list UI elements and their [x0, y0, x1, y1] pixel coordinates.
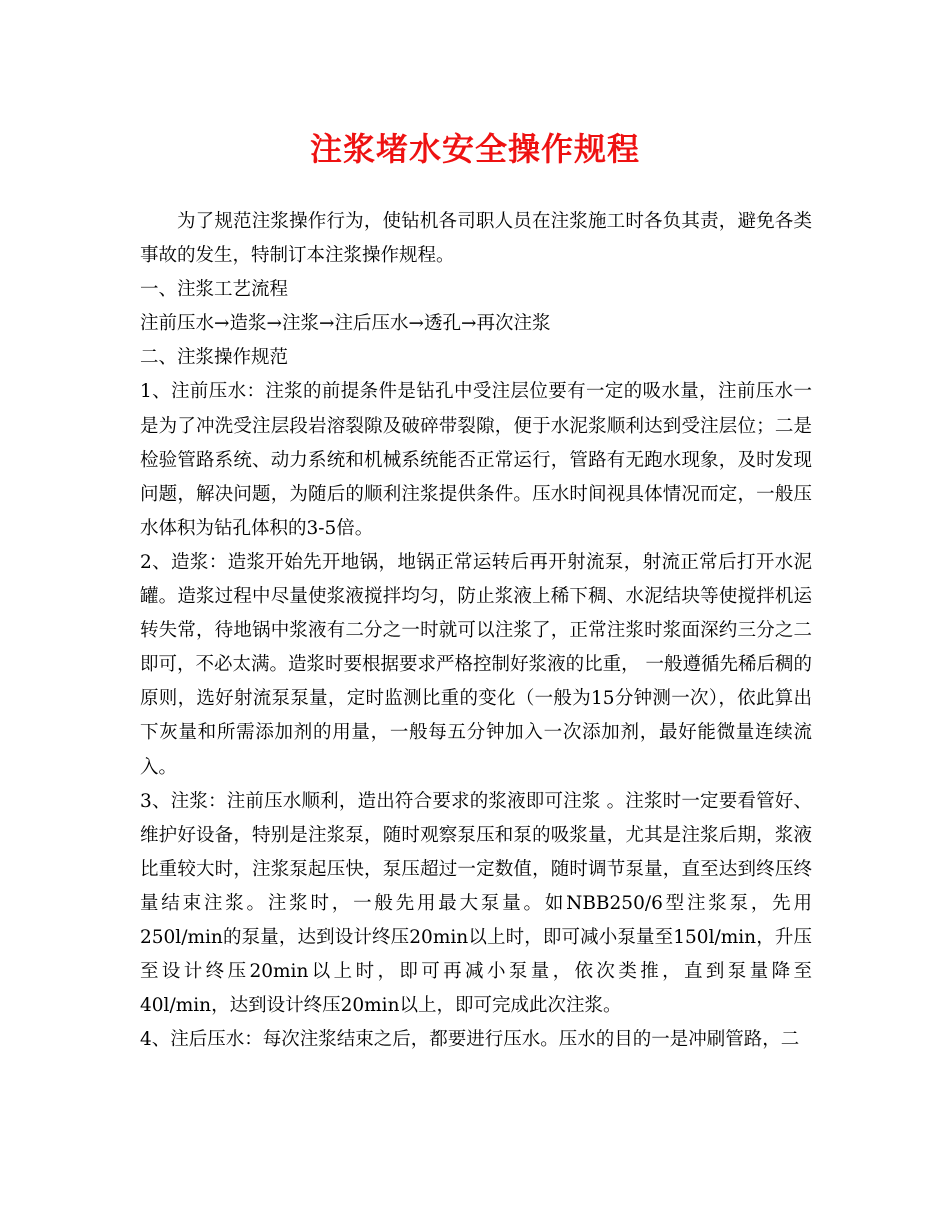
paragraph-pre-pressure-water: 1、注前压水：注浆的前提条件是钻孔中受注层位要有一定的吸水量，注前压水一是为了冲洗受注层段岩溶裂隙及破碎带裂隙，便于水泥浆顺利达到受注层位；二是检验管路系统、动力系统和机械系统能否正常运行，管路有无跑水现象，及时发现问题，解决问题，为随后的顺利注浆提供条件。压水时间视具体情况而定，一般压水体积为钻孔体积的3-5倍。: [140, 381, 812, 539]
document-body: [140, 205, 812, 1057]
section-heading-standards: 二、注浆操作规范: [140, 347, 289, 369]
process-flow-line: 注前压水→造浆→注浆→注后压水→透孔→再次注浆: [140, 313, 551, 335]
intro-paragraph: 为了规范注浆操作行为，使钻机各司职人员在注浆施工时各负其责，避免各类事故的发生，特制订本注浆操作规程。: [140, 211, 812, 267]
section-heading-process: 一、注浆工艺流程: [140, 279, 289, 301]
document-title: 注浆堵水安全操作规程: [309, 130, 640, 168]
paragraph-post-pressure-water: 4、注后压水：每次注浆结束之后，都要进行压水。压水的目的一是冲刷管路，二: [140, 1029, 800, 1051]
paragraph-slurry-making: 2、造浆：造浆开始先开地锅，地锅正常运转后再开射流泵，射流正常后打开水泥罐。造浆过程中尽量使浆液搅拌均匀，防止浆液上稀下稠、水泥结块等使搅拌机运转失常，待地锅中浆液有二分之一时就可以注浆了，正常注浆时浆面深约三分之二即可，不必太满。造浆时要根据要求严格控制好浆液的比重， 一般遵循先稀后稠的原则，选好射流泵泵量，定时监测比重的变化（一般为15分钟测一次），依此算出下灰量和所需添加剂的用量，一般每五分钟加入一次添加剂，最好能微量连续流入。: [140, 551, 812, 778]
paragraph-grouting: 3、注浆：注前压水顺利，造出符合要求的浆液即可注浆 。注浆时一定要看管好、维护好设备，特别是注浆泵，随时观察泵压和泵的吸浆量，尤其是注浆后期，浆液比重较大时，注浆泵起压快，泵压超过一定数值，随时调节泵量，直至达到终压终量结束注浆。注浆时，一般先用最大泵量。如NBB250/6型注浆泵，先用250l/min的泵量，达到设计终压20min以上时，即可减小泵量至150l/min，升压至设计终压20min以上时，即可再减小泵量，依次类推，直到泵量降至 40l/min，达到设计终压20min以上，即可完成此次注浆。: [140, 790, 812, 1017]
